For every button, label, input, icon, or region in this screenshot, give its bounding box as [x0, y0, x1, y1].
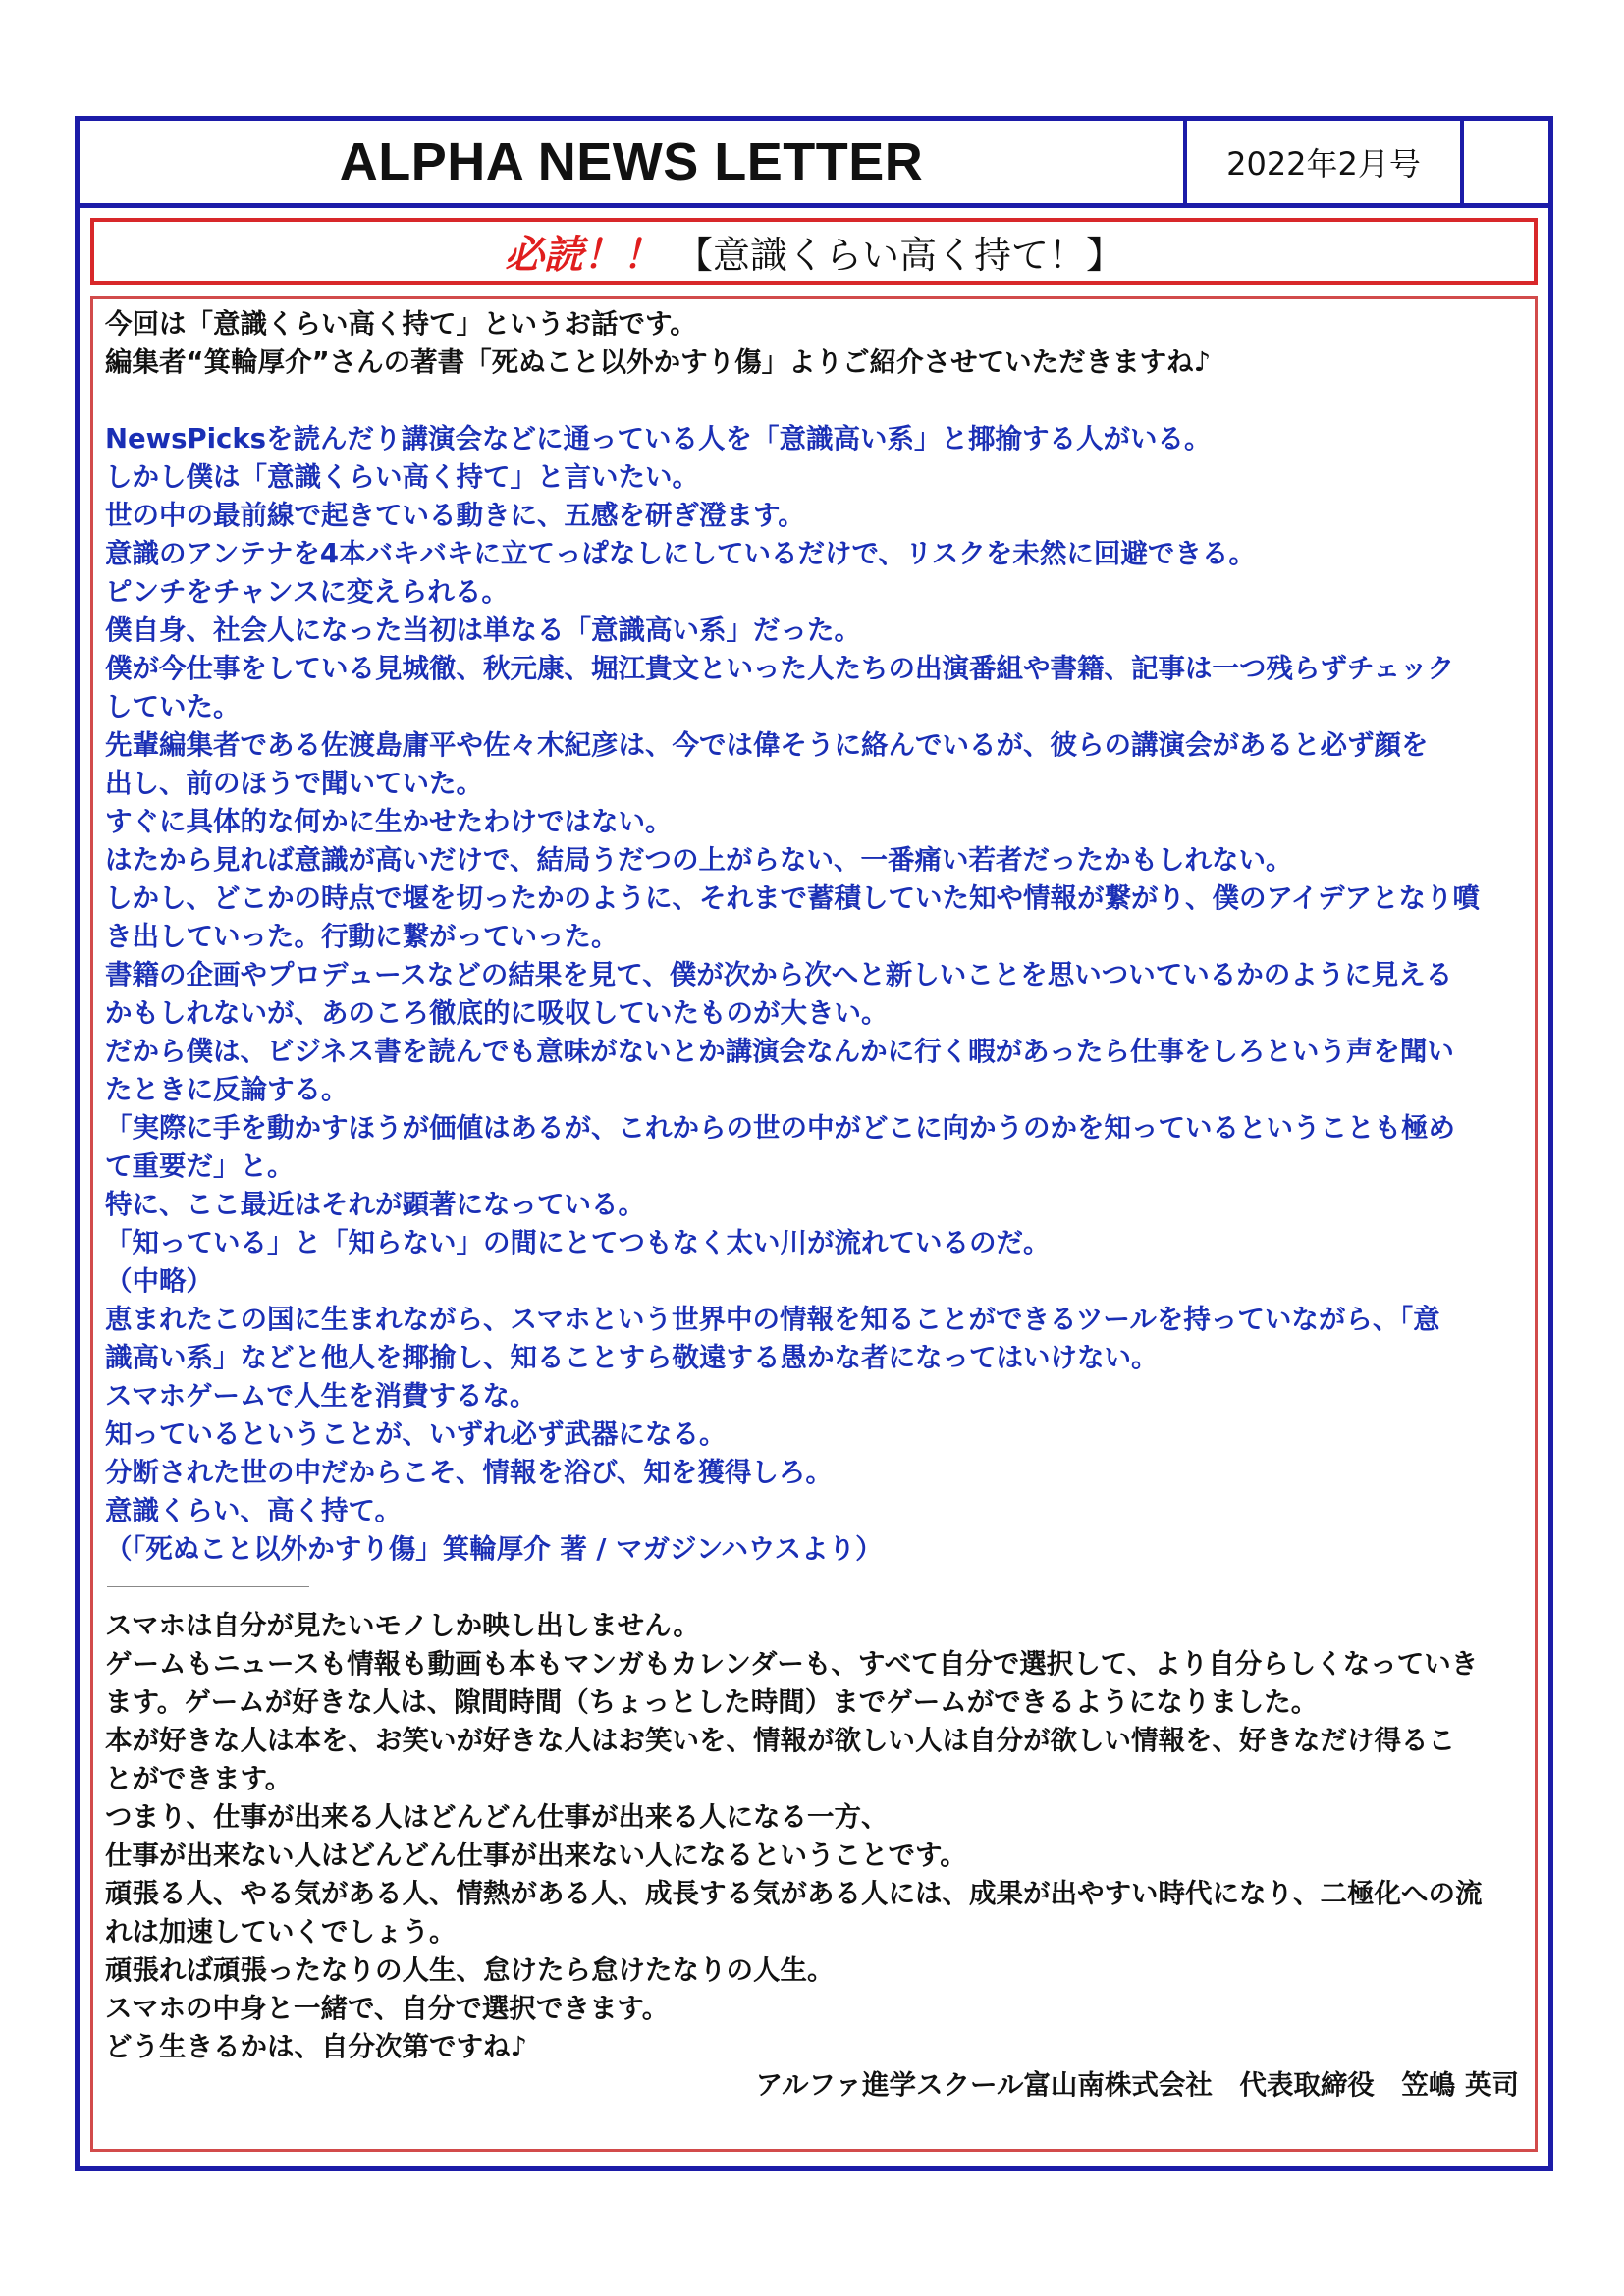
closing-line: とができます。	[105, 1763, 293, 1794]
quote-line: 意識のアンテナを4本バキバキに立てっぱなしにしているだけで、リスクを未然に回避できる。	[105, 538, 1256, 569]
closing-line: ゲームもニュースも情報も動画も本もマンガもカレンダーも、すべて自分で選択して、より自分らしくなっていき	[105, 1648, 1479, 1680]
quote-line: 知っているということが、いずれ必ず武器になる。	[105, 1418, 727, 1450]
header-blank-cell	[1464, 121, 1548, 203]
quote-line: 僕が今仕事をしている見城徹、秋元康、堀江貴文といった人たちの出演番組や書籍、記事は一つ残らずチェック	[105, 653, 1455, 684]
closing-line: どう生きるかは、自分次第ですね♪	[105, 2031, 528, 2062]
closing-line: 本が好きな人は本を、お笑いが好きな人はお笑いを、情報が欲しい人は自分が欲しい情報を、好きなだけ得るこ	[105, 1725, 1455, 1756]
closing-line: れは加速していくでしょう。	[105, 1916, 457, 1948]
quote-line: 「知っている」と「知らない」の間にとてつもなく太い川が流れているのだ。	[105, 1227, 1051, 1258]
quote-line: NewsPicksを読んだり講演会などに通っている人を「意識高い系」と揶揄する人がいる。	[105, 423, 1212, 454]
quote-line: 識高い系」などと他人を揶揄し、知ることすら敬遠する愚かな者になってはいけない。	[105, 1342, 1159, 1373]
separator	[105, 382, 1523, 420]
newsletter-header	[75, 116, 1553, 208]
headline-banner	[90, 218, 1538, 285]
separator	[105, 1569, 1523, 1607]
intro-line: 今回は「意識くらい高く持て」というお話です。	[105, 308, 697, 340]
closing-line: ます。ゲームが好きな人は、隙間時間（ちょっとした時間）までゲームができるようになりました。	[105, 1686, 1319, 1718]
quote-line: 特に、ここ最近はそれが顕著になっている。	[105, 1189, 645, 1220]
quote-line: 世の中の最前線で起きている動きに、五感を研ぎ澄ます。	[105, 500, 805, 531]
quote-line: かもしれないが、あのころ徹底的に吸収していたものが大きい。	[105, 997, 889, 1029]
quote-line: 意識くらい、高く持て。	[105, 1495, 402, 1526]
quote-section	[105, 420, 1523, 1569]
quote-line: すぐに具体的な何かに生かせたわけではない。	[105, 806, 673, 837]
article-body	[90, 296, 1538, 2152]
quote-line: 先輩編集者である佐渡島庸平や佐々木紀彦は、今では偉そうに絡んでいるが、彼らの講演会があると必ず顔を	[105, 729, 1429, 761]
signature: アルファ進学スクール富山南株式会社 代表取締役 笠嶋 英司	[755, 2069, 1519, 2101]
quote-line: （中略）	[105, 1265, 213, 1297]
closing-line: スマホの中身と一緒で、自分で選択できます。	[105, 1993, 670, 2024]
closing-section	[105, 1607, 1523, 2066]
quote-line: しかし僕は「意識くらい高く持て」と言いたい。	[105, 461, 699, 493]
intro-line: 編集者“箕輪厚介”さんの著書「死ぬこと以外かすり傷」よりご紹介させていただきますね♪	[105, 347, 1212, 378]
intro-section	[105, 305, 1523, 382]
closing-line: 頑張れば頑張ったなりの人生、怠けたら怠けたなりの人生。	[105, 1954, 835, 1986]
article-headline: 【意識くらい高く持て！】	[675, 233, 1123, 277]
newsletter-title: ALPHA NEWS LETTER	[80, 121, 1187, 203]
quote-line: はたから見れば意識が高いだけで、結局うだつの上がらない、一番痛い若者だったかもしれない。	[105, 844, 1293, 876]
closing-line: 仕事が出来ない人はどんどん仕事が出来ない人になるということです。	[105, 1840, 967, 1871]
quote-line: スマホゲームで人生を消費するな。	[105, 1380, 537, 1412]
quote-line: していた。	[105, 691, 241, 722]
quote-line: しかし、どこかの時点で堰を切ったかのように、それまで蓄積していた知や情報が繋がり、僕のアイデアとなり噴	[105, 882, 1481, 914]
closing-line: スマホは自分が見たいモノしか映し出しません。	[105, 1610, 700, 1641]
quote-line: 書籍の企画やプロデュースなどの結果を見て、僕が次から次へと新しいことを思いついているかのように見える	[105, 959, 1453, 990]
quote-line: （「死ぬこと以外かすり傷」箕輪厚介 著 / マガジンハウスより）	[105, 1533, 883, 1565]
quote-line: 分断された世の中だからこそ、情報を浴び、知を獲得しろ。	[105, 1457, 833, 1488]
must-read-label: 必読！！	[504, 232, 662, 278]
quote-line: 恵まれたこの国に生まれながら、スマホという世界中の情報を知ることができるツールを持っていながら、「意	[105, 1304, 1440, 1335]
quote-line: だから僕は、ビジネス書を読んでも意味がないとか講演会なんかに行く暇があったら仕事をしろという声を聞い	[105, 1036, 1454, 1067]
quote-line: たときに反論する。	[105, 1074, 349, 1105]
quote-line: 出し、前のほうで聞いていた。	[105, 768, 483, 799]
quote-line: ピンチをチャンスに変えられる。	[105, 576, 509, 608]
quote-line: て重要だ」と。	[105, 1150, 295, 1182]
quote-line: 僕自身、社会人になった当初は単なる「意識高い系」だった。	[105, 614, 861, 646]
quote-line: き出していった。行動に繋がっていった。	[105, 921, 619, 952]
closing-line: つまり、仕事が出来る人はどんどん仕事が出来る人になる一方、	[105, 1801, 889, 1833]
quote-line: 「実際に手を動かすほうが価値はあるが、これからの世の中がどこに向かうのかを知っているということも極め	[105, 1112, 1455, 1144]
closing-line: 頑張る人、やる気がある人、情熱がある人、成長する気がある人には、成果が出やすい時代になり、二極化への流	[105, 1878, 1483, 1909]
issue-date: 2022年2月号	[1187, 121, 1464, 203]
